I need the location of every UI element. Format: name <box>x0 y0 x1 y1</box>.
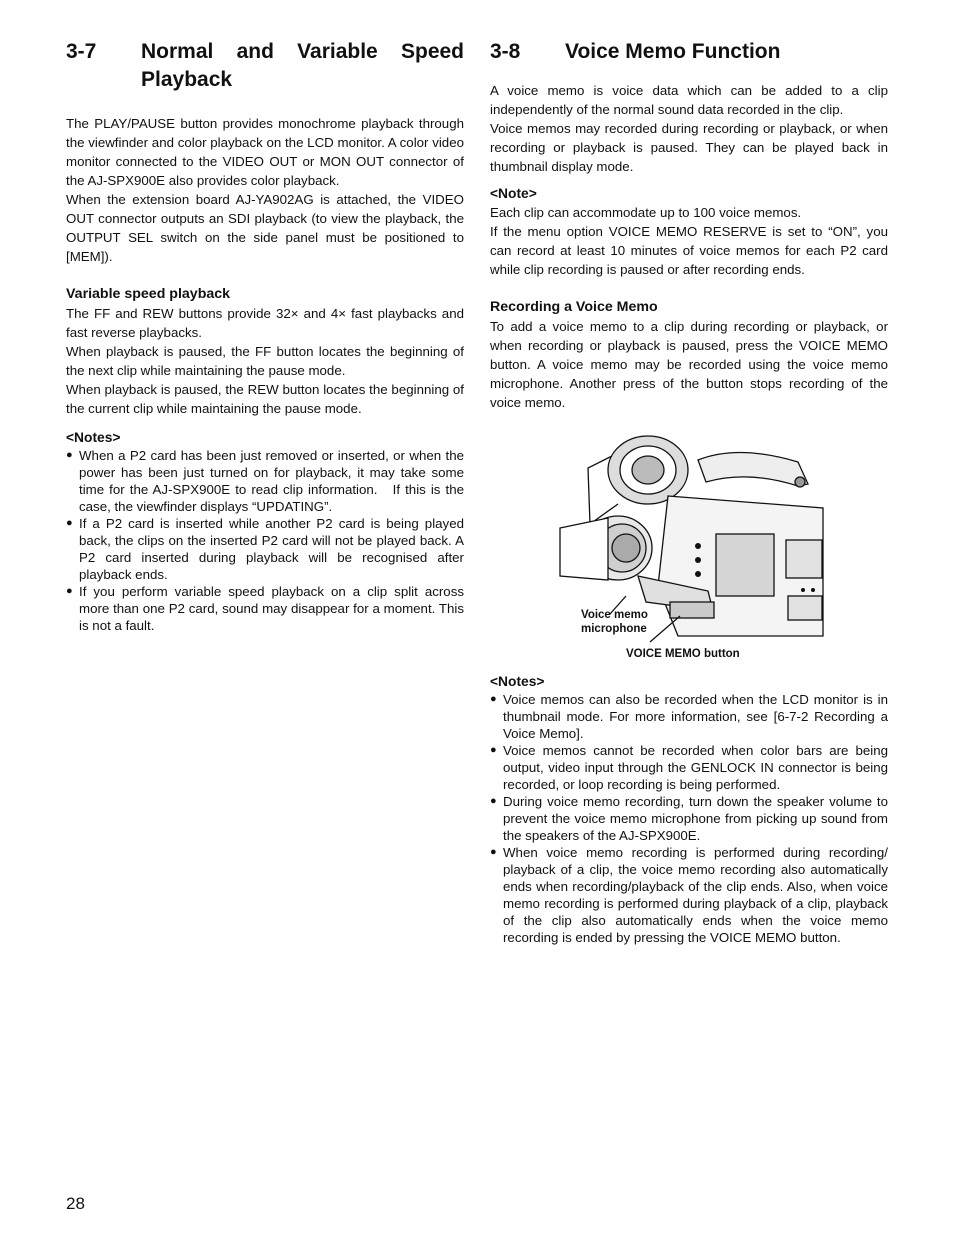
voice-memo-button-label: VOICE MEMO button <box>626 648 740 660</box>
note-item: ● If you perform variable speed playback on a clip split across more than one P2 card, sound may disappear for a moment. This is not a fault. <box>66 583 464 634</box>
right-column <box>490 38 888 946</box>
note-item: ● When voice memo recording is performed during recording/ playback of a clip, the voice memo recording also automatically ends when recording/playback of the clip ends. Also, when voice memo recording is performed during playback of a clip, playback of the clip also automatically ends when the voice memo recording is ended by pressing the VOICE MEMO button. <box>490 844 888 946</box>
note-item: ● During voice memo recording, turn down the speaker volume to prevent the voice memo microphone from picking up sound from the speakers of the AJ-SPX900E. <box>490 793 888 844</box>
note-item: ● Voice memos can also be recorded when the LCD monitor is in thumbnail mode. For more information, see [6-7-2 Recording a Voice Memo]. <box>490 691 888 742</box>
intro-paragraph: Voice memos may recorded during recording or playback, or when recording or playback is paused. They can be played back in thumbnail display mode. <box>490 121 888 174</box>
note-item: ● If a P2 card is inserted while another P2 card is being played back, the clips on the inserted P2 card will not be played back. A P2 card inserted during playback will be recognised after playback ends. <box>66 515 464 583</box>
variable-speed-paragraph: When playback is paused, the REW button locates the beginning of the current clip while maintaining the pause mode. <box>66 382 464 416</box>
notes-list <box>66 447 464 634</box>
voice-memo-microphone-label: Voice memo microphone <box>581 609 648 635</box>
recording-heading: Recording a Voice Memo <box>490 299 658 315</box>
note-heading: <Note> <box>490 186 537 201</box>
note-paragraph: If the menu option VOICE MEMO RESERVE is set to “ON”, you can record at least 10 minutes of voice memos for each P2 card while clip recording is paused or after recording ends. <box>490 224 888 277</box>
intro-paragraph: When the extension board AJ-YA902AG is attached, the VIDEO OUT connector outputs an SDI playback (to view the playback, the OUTPUT SEL switch on the side panel must be positioned to [MEM]). <box>66 192 464 264</box>
section-3-8-title <box>490 38 888 66</box>
section-title-text: Voice Memo Function <box>565 40 781 63</box>
section-3-7-title <box>66 38 464 94</box>
section-number: 3-7 <box>66 40 97 63</box>
notes-list <box>490 691 888 946</box>
variable-speed-paragraph: The FF and REW buttons provide 32× and 4× fast playbacks and fast reverse playbacks. <box>66 306 464 340</box>
camera-figure <box>490 426 888 666</box>
section-title-text: Normal and Variable Speed Playback <box>141 40 464 91</box>
note-item: ● When a P2 card has been just removed or inserted, or when the power has been just turned on for playback, it may take some time for the AJ-SPX900E to read clip information. If this is the case, the viewfinder displays “UPDATING”. <box>66 447 464 515</box>
intro-paragraph: The PLAY/PAUSE button provides monochrome playback through the viewfinder and color playback on the LCD monitor. A color video monitor connected to the VIDEO OUT or MON OUT connector of the AJ-SPX900E also provides color playback. <box>66 116 464 188</box>
variable-speed-paragraph: When playback is paused, the FF button locates the beginning of the next clip while maintaining the pause mode. <box>66 344 464 378</box>
note-item: ● Voice memos cannot be recorded when color bars are being output, video input through the GENLOCK IN connector is being recorded, or loop recording is being performed. <box>490 742 888 793</box>
note-paragraph: Each clip can accommodate up to 100 voice memos. <box>490 205 802 220</box>
variable-speed-heading: Variable speed playback <box>66 286 231 302</box>
intro-paragraph: A voice memo is voice data which can be added to a clip independently of the normal sound data recorded in the clip. <box>490 83 888 117</box>
notes-heading: <Notes> <box>66 430 121 445</box>
left-column <box>66 38 464 634</box>
recording-paragraph: To add a voice memo to a clip during recording or playback, or when recording or playback is paused, press the VOICE MEMO button. A voice memo may be recorded using the voice memo microphone. Another press of the button stops recording of the voice memo. <box>490 319 888 410</box>
section-number: 3-8 <box>490 40 521 63</box>
page-number: 28 <box>66 1194 85 1213</box>
notes-heading: <Notes> <box>490 674 545 689</box>
